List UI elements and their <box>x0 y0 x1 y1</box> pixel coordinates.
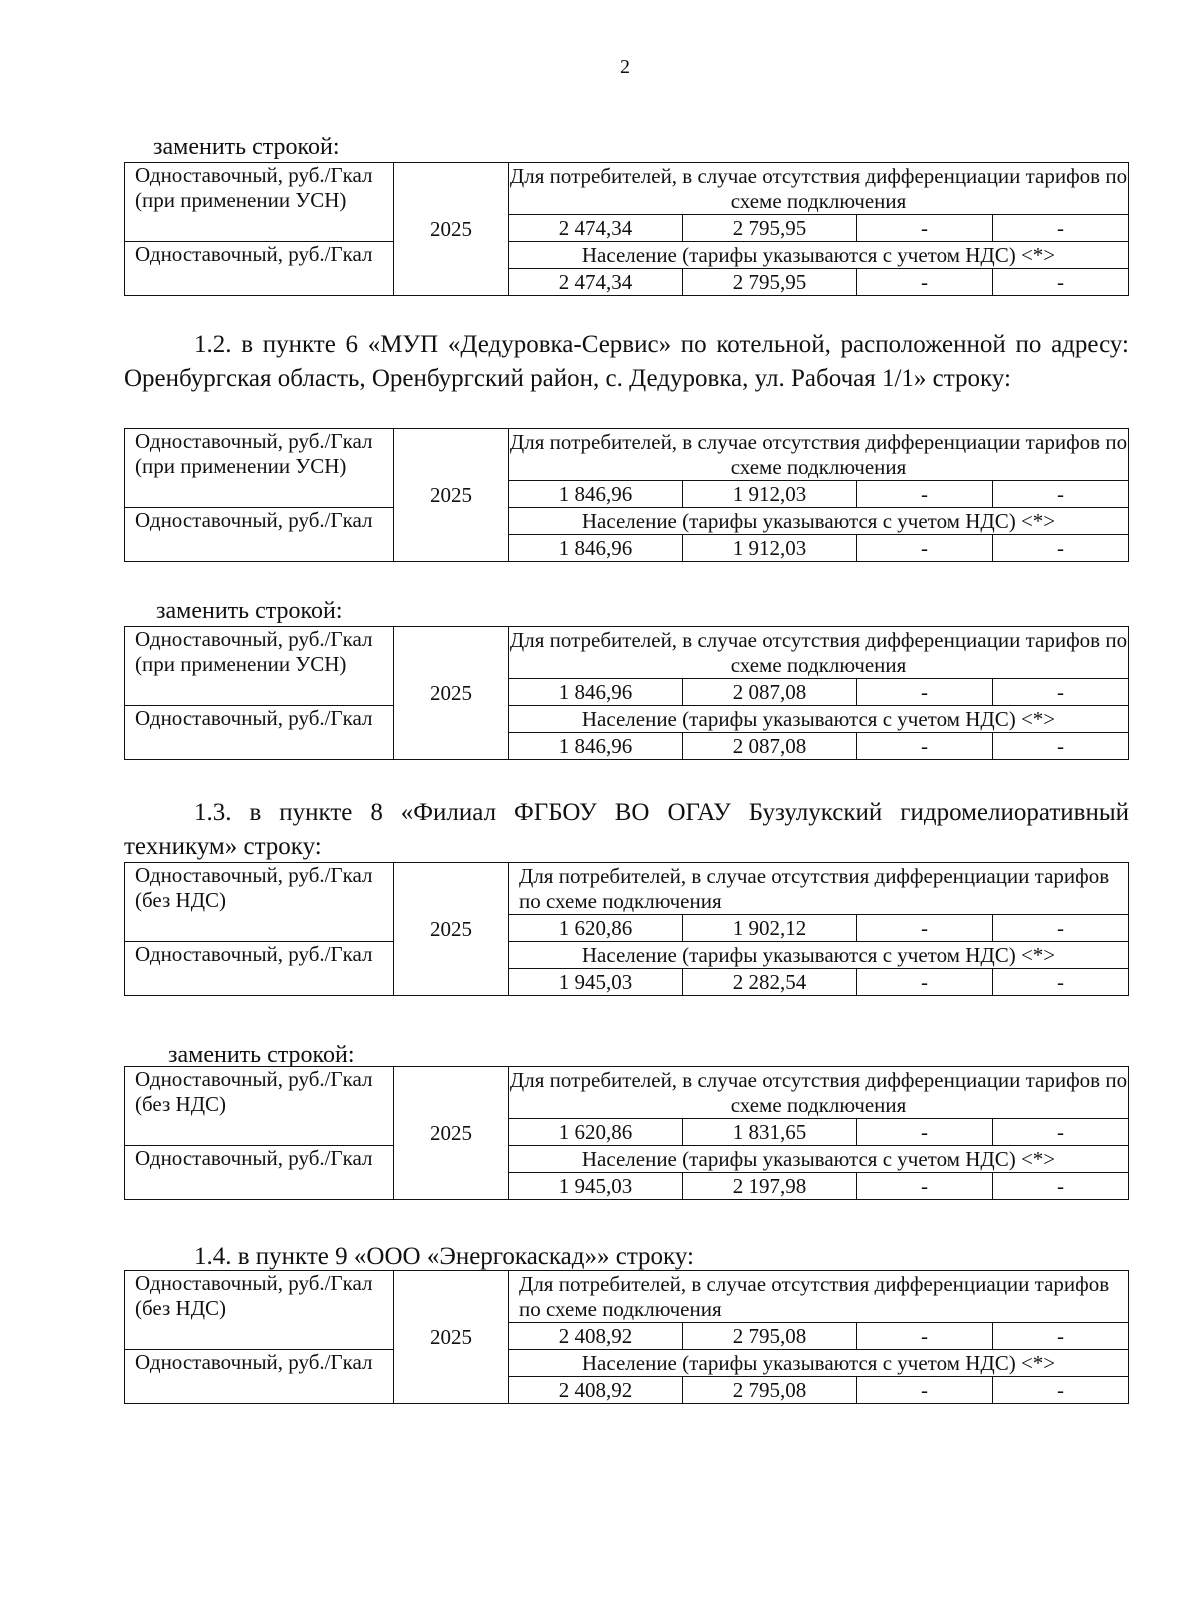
value-cell: 1 945,03 <box>509 969 683 996</box>
value-cell: 2 408,92 <box>509 1323 683 1350</box>
value-cell: 2 795,08 <box>683 1323 857 1350</box>
value-cell: - <box>993 733 1129 760</box>
value-cell: - <box>857 969 993 996</box>
value-cell: 2 087,08 <box>683 733 857 760</box>
value-cell: - <box>993 1377 1129 1404</box>
value-cell: 2 087,08 <box>683 679 857 706</box>
row-label: Одноставочный, руб./Гкал (без НДС) <box>125 1067 394 1146</box>
row-label: Одноставочный, руб./Гкал (без НДС) <box>125 1271 394 1350</box>
value-cell: 2 795,08 <box>683 1377 857 1404</box>
value-cell: 1 846,96 <box>509 679 683 706</box>
year-cell: 2025 <box>394 1067 509 1200</box>
value-cell: - <box>993 535 1129 562</box>
value-cell: - <box>993 915 1129 942</box>
value-cell: - <box>857 535 993 562</box>
row-header: Для потребителей, в случае отсутствия дифференциации тарифов по схеме подключения <box>509 863 1129 915</box>
value-cell: 2 197,98 <box>683 1173 857 1200</box>
row-label: Одноставочный, руб./Гкал <box>125 1350 394 1404</box>
value-cell: - <box>857 1119 993 1146</box>
value-cell: 1 846,96 <box>509 535 683 562</box>
tariff-table <box>124 1066 1129 1200</box>
replace-label: заменить строкой: <box>153 134 340 160</box>
year-cell: 2025 <box>394 863 509 996</box>
year-cell: 2025 <box>394 429 509 562</box>
value-cell: - <box>993 215 1129 242</box>
value-cell: 1 846,96 <box>509 481 683 508</box>
value-cell: 1 912,03 <box>683 535 857 562</box>
value-cell: - <box>993 679 1129 706</box>
value-cell: 1 620,86 <box>509 915 683 942</box>
row-header: Население (тарифы указываются с учетом НДС) <*> <box>509 508 1129 535</box>
value-cell: - <box>857 481 993 508</box>
paragraph-1-2: 1.2. в пункте 6 «МУП «Дедуровка-Сервис» по котельной, расположенной по адресу: Оренбургская область, Оренбургский район, с. Дедуровка, ул. Рабочая 1/1» строку: <box>124 331 1129 392</box>
row-label: Одноставочный, руб./Гкал <box>125 706 394 760</box>
value-cell: - <box>857 269 993 296</box>
value-cell: 1 945,03 <box>509 1173 683 1200</box>
row-label: Одноставочный, руб./Гкал (при применении УСН) <box>125 163 394 242</box>
value-cell: - <box>993 1323 1129 1350</box>
value-cell: 2 474,34 <box>509 269 683 296</box>
row-header: Для потребителей, в случае отсутствия дифференциации тарифов по схеме подключения <box>509 1271 1129 1323</box>
year-cell: 2025 <box>394 627 509 760</box>
row-header: Для потребителей, в случае отсутствия дифференциации тарифов по схеме подключения <box>509 627 1128 677</box>
value-cell: - <box>993 481 1129 508</box>
value-cell: - <box>857 215 993 242</box>
year-cell: 2025 <box>394 163 509 296</box>
value-cell: 2 795,95 <box>683 269 857 296</box>
value-cell: - <box>993 1119 1129 1146</box>
value-cell: - <box>857 1173 993 1200</box>
value-cell: 2 282,54 <box>683 969 857 996</box>
value-cell: 1 831,65 <box>683 1119 857 1146</box>
value-cell: - <box>993 969 1129 996</box>
row-label: Одноставочный, руб./Гкал (при применении УСН) <box>125 627 394 706</box>
tariff-table <box>124 862 1129 996</box>
tariff-table <box>124 626 1129 760</box>
tariff-table <box>124 428 1129 562</box>
row-label: Одноставочный, руб./Гкал (при применении УСН) <box>125 429 394 508</box>
year-cell: 2025 <box>394 1271 509 1404</box>
row-label: Одноставочный, руб./Гкал <box>125 508 394 562</box>
value-cell: - <box>857 679 993 706</box>
row-header: Население (тарифы указываются с учетом НДС) <*> <box>509 242 1129 269</box>
paragraph-1-4: 1.4. в пункте 9 «ООО «Энергокаскад»» строку: <box>194 1243 694 1270</box>
value-cell: - <box>993 1173 1129 1200</box>
row-header: Население (тарифы указываются с учетом НДС) <*> <box>509 1146 1129 1173</box>
tariff-table <box>124 1270 1129 1404</box>
row-label: Одноставочный, руб./Гкал <box>125 942 394 996</box>
value-cell: 1 912,03 <box>683 481 857 508</box>
value-cell: 2 795,95 <box>683 215 857 242</box>
row-header: Для потребителей, в случае отсутствия дифференциации тарифов по схеме подключения <box>509 429 1128 479</box>
page-number: 2 <box>620 56 630 78</box>
replace-label: заменить строкой: <box>168 1042 355 1068</box>
row-label: Одноставочный, руб./Гкал <box>125 242 394 296</box>
row-label: Одноставочный, руб./Гкал <box>125 1146 394 1200</box>
value-cell: - <box>857 1323 993 1350</box>
value-cell: - <box>993 269 1129 296</box>
value-cell: 1 846,96 <box>509 733 683 760</box>
row-header: Население (тарифы указываются с учетом НДС) <*> <box>509 706 1129 733</box>
row-header: Население (тарифы указываются с учетом НДС) <*> <box>509 942 1129 969</box>
value-cell: - <box>857 915 993 942</box>
paragraph-1-3: 1.3. в пункте 8 «Филиал ФГБОУ ВО ОГАУ Бузулукский гидромелиоративный техникум» строку: <box>124 799 1129 860</box>
value-cell: - <box>857 733 993 760</box>
value-cell: 2 474,34 <box>509 215 683 242</box>
row-header: Для потребителей, в случае отсутствия дифференциации тарифов по схеме подключения <box>509 1067 1128 1117</box>
row-label: Одноставочный, руб./Гкал (без НДС) <box>125 863 394 942</box>
tariff-table <box>124 162 1129 296</box>
replace-label: заменить строкой: <box>156 598 343 624</box>
value-cell: 1 902,12 <box>683 915 857 942</box>
row-header: Население (тарифы указываются с учетом НДС) <*> <box>509 1350 1129 1377</box>
value-cell: - <box>857 1377 993 1404</box>
value-cell: 2 408,92 <box>509 1377 683 1404</box>
row-header: Для потребителей, в случае отсутствия дифференциации тарифов по схеме подключения <box>509 163 1128 213</box>
value-cell: 1 620,86 <box>509 1119 683 1146</box>
